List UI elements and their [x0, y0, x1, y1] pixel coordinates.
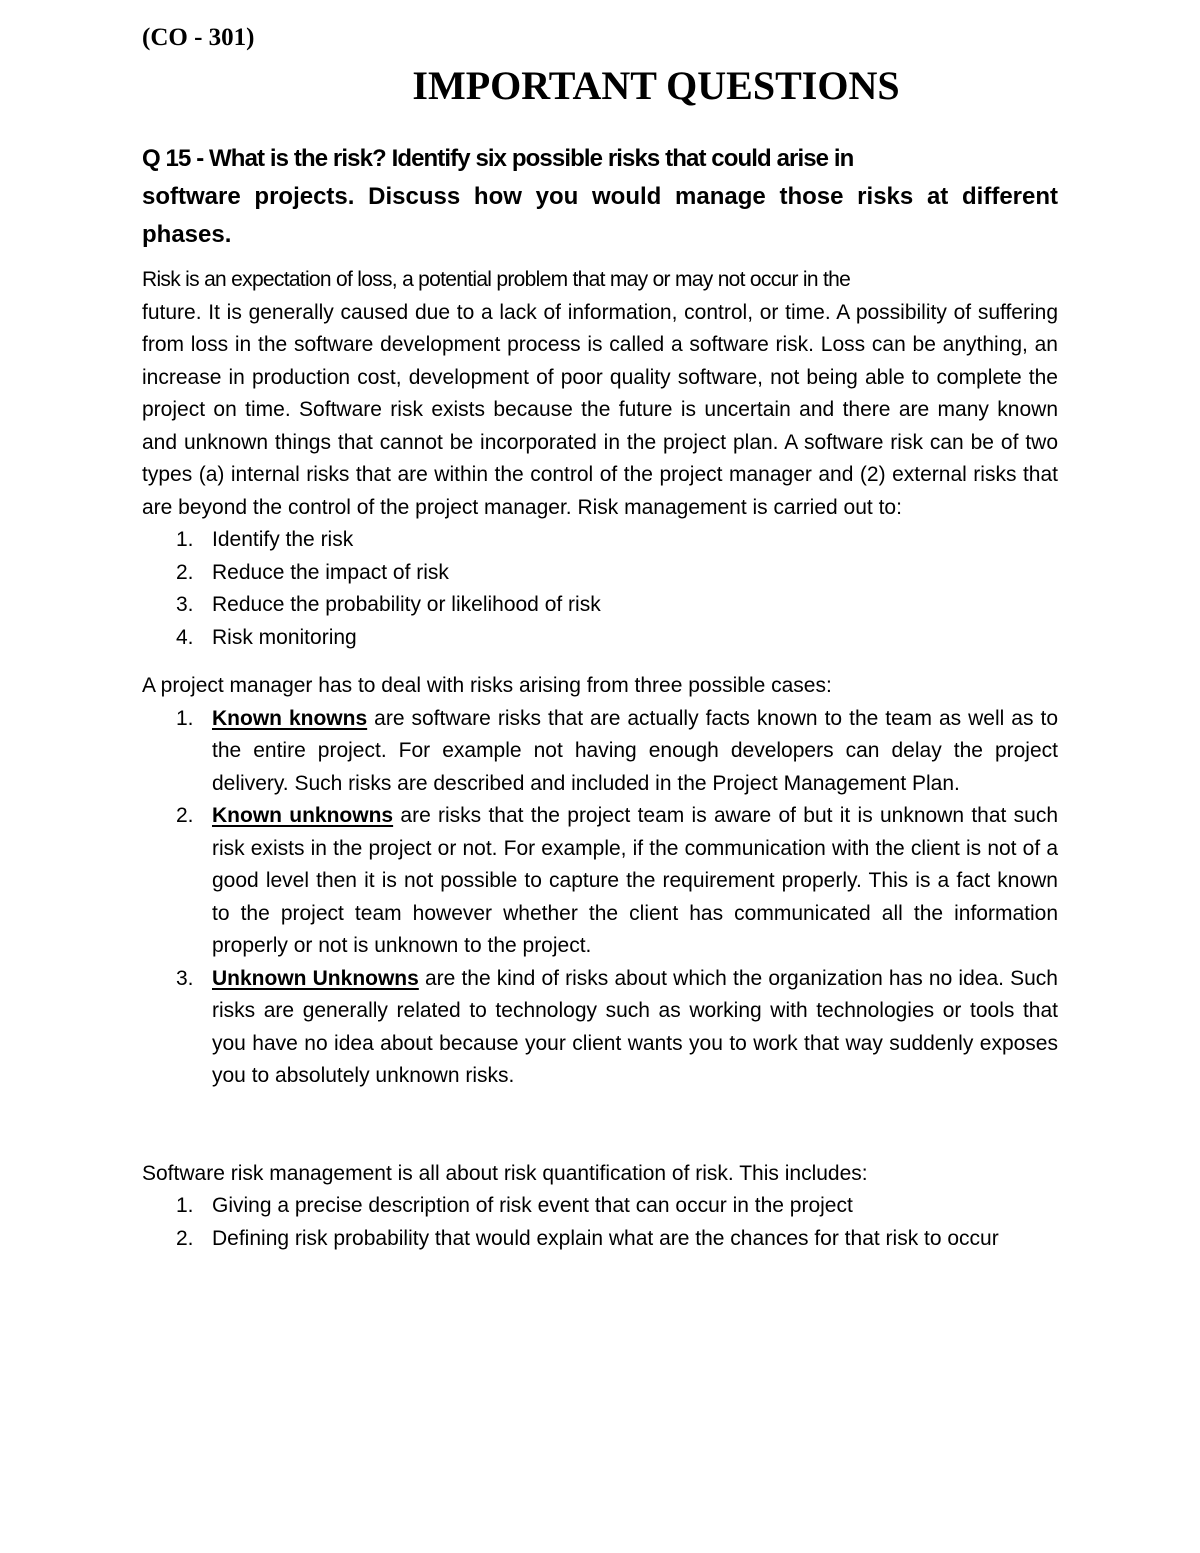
list-number: 1.	[176, 1194, 194, 1217]
list-item-text: Defining risk probability that would explain what are the chances for that risk to occur	[212, 1226, 999, 1250]
list-item-text: Reduce the probability or likelihood of risk	[212, 593, 601, 616]
case-term: Known knowns	[212, 706, 368, 730]
intro-paragraph: future. It is generally caused due to a lack of information, control, or time. A possibility of suffering from loss in the software development process is called a software risk. Loss can be anything, an increase in production cost, development of poor quality software, not being able to complete the project on time. Software risk exists because the future is uncertain and there are many known and unknown things that cannot be incorporated in the project plan. A software risk can be of two types (a) internal risks that are within the control of the project manager and (2) external risks that are beyond the control of the project manager. Risk management is carried out to:	[142, 300, 1058, 519]
list-item	[142, 1223, 1058, 1256]
cases-intro: A project manager has to deal with risks arising from three possible cases:	[142, 674, 832, 697]
list-item-text: Reduce the impact of risk	[212, 560, 449, 584]
case-term: Known unknowns	[212, 804, 394, 827]
case-description: are software risks that are actually facts known to the team as well as to the entire project. For example not having enough developers can delay the project delivery. Such risks are described and included in the Project Management Plan.	[212, 706, 1058, 795]
risk-cases-list	[142, 703, 1058, 1093]
list-item	[142, 622, 1058, 655]
list-number: 3.	[176, 593, 194, 616]
question-line-rest: software projects. Discuss how you would manage those risks at different phases.	[142, 183, 1058, 248]
list-number: 2.	[176, 1226, 194, 1250]
list-item	[142, 524, 1058, 557]
quantification-intro: Software risk management is all about risk quantification of risk. This includes:	[142, 1161, 868, 1185]
list-item	[142, 800, 1058, 963]
list-item	[142, 1190, 1058, 1223]
case-description: are the kind of risks about which the organization has no idea. Such risks are generally related to technology such as working with technologies or tools that you have no idea about because your client wants you to work that way suddenly exposes you to absolutely unknown risks.	[212, 966, 1058, 1087]
list-number: 1.	[176, 528, 194, 551]
list-item	[142, 703, 1058, 801]
list-item	[142, 589, 1058, 622]
list-number: 1.	[176, 706, 194, 730]
list-item	[142, 963, 1058, 1093]
list-number: 2.	[176, 804, 194, 827]
list-number: 2.	[176, 560, 194, 584]
question-heading	[142, 140, 1058, 254]
risk-management-purposes-list	[142, 524, 1058, 654]
intro-first-line: Risk is an expectation of loss, a potential problem that may or may not occur in the	[142, 268, 851, 291]
list-item	[142, 557, 1058, 590]
question-line-1: Q 15 - What is the risk? Identify six possible risks that could arise in	[142, 145, 854, 172]
case-description: are risks that the project team is aware of but it is unknown that such risk exists in the project or not. For example, if the communication with the client is not of a good level then it is not possible to capture the requirement properly. This is a fact known to the project team however whether the client has communicated all the information properly or not is unknown to the project.	[212, 804, 1058, 957]
page-title: IMPORTANT QUESTIONS	[412, 63, 900, 108]
document-body	[142, 140, 1058, 1255]
course-code: (CO - 301)	[142, 24, 255, 51]
case-term: Unknown Unknowns	[212, 966, 419, 990]
quantification-list	[142, 1190, 1058, 1255]
list-number: 3.	[176, 966, 194, 990]
list-number: 4.	[176, 625, 194, 649]
list-item-text: Giving a precise description of risk event that can occur in the project	[212, 1194, 853, 1217]
list-item-text: Risk monitoring	[212, 625, 357, 649]
list-item-text: Identify the risk	[212, 528, 354, 551]
